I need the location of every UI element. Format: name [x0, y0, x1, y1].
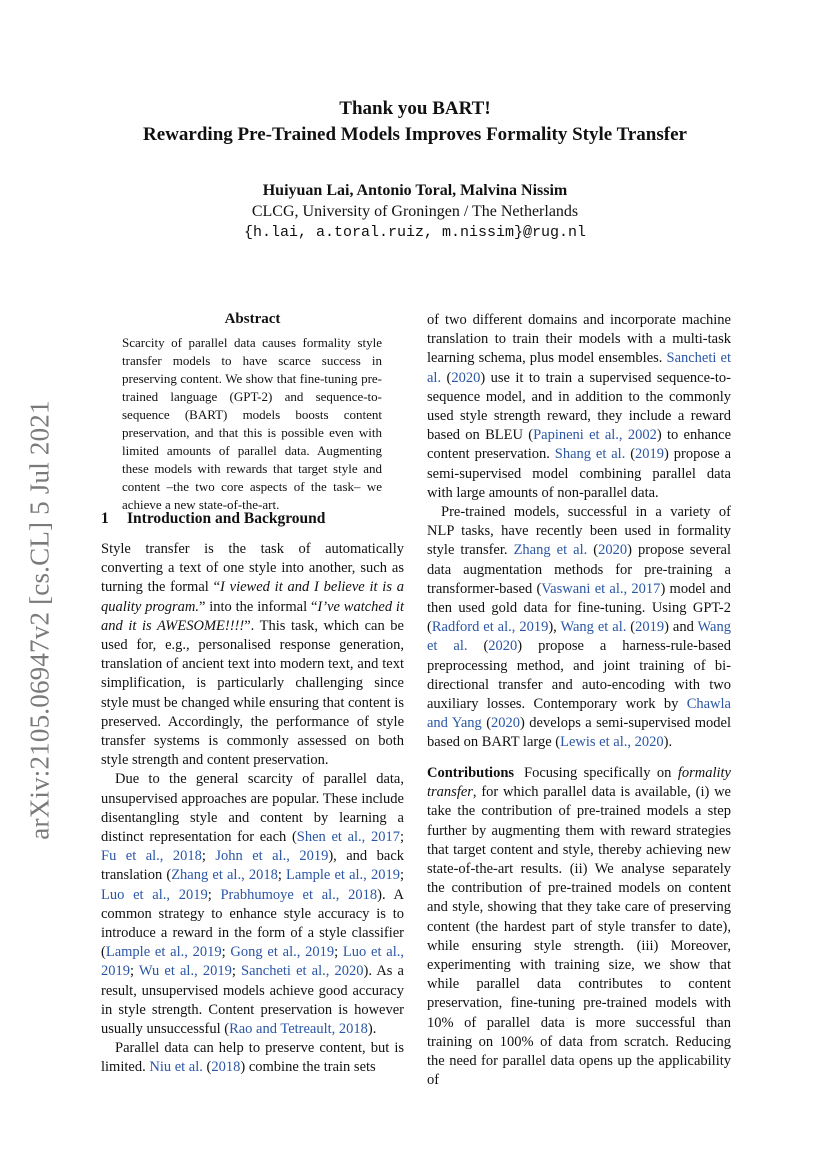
intro-paragraph-1: Style transfer is the task of automatically converting a text of one style into another, such as turning the formal “I viewed it and I believe it is a quality program.” into the informal “I’ve watched it and it is AWESOME!!!!”. This task, which can be used for, e.g., personalised response generation, translation of ancient text into modern text, and text simplification, is particularly challenging since style must be changed while ensuring that content is preserved. Accordingly, the performance of style transfer systems is commonly assessed on both style strength and content preservation. [101, 541, 404, 769]
author-names: Huiyuan Lai, Antonio Toral, Malvina Nissim [262, 182, 568, 199]
citation[interactable]: Sancheti et al., 2020 [241, 963, 364, 980]
citation-year[interactable]: 2020 [598, 542, 628, 559]
section-title: Introduction and Background [127, 510, 326, 527]
citation[interactable]: Shang et al. [554, 446, 626, 463]
citation[interactable]: Gong et al., 2019 [230, 944, 335, 961]
title-line-2: Rewarding Pre-Trained Models Improves Formality Style Transfer [143, 124, 687, 145]
left-column-text [101, 540, 404, 1078]
citation-year[interactable]: 2020 [488, 638, 518, 655]
citation[interactable]: Chawla and Yang [427, 696, 731, 732]
citation[interactable]: Luo et al., 2019 [101, 944, 404, 980]
citation[interactable]: Wu et al., 2019 [138, 963, 232, 980]
citation[interactable]: Zhang et al. [513, 542, 588, 559]
author-affiliation: CLCG, University of Groningen / The Netherlands [251, 203, 579, 220]
title-line-1: Thank you BART! [339, 98, 491, 119]
citation[interactable]: Wang et al. [427, 619, 731, 655]
citation[interactable]: Shen et al., 2017 [296, 829, 400, 846]
contributions-heading: Contributions [427, 765, 515, 781]
citation[interactable]: Prabhumoye et al., 2018 [220, 886, 378, 903]
citation[interactable]: Niu et al. [149, 1059, 203, 1076]
citation-year[interactable]: 2018 [211, 1059, 241, 1076]
intro-paragraph-2: Due to the general scarcity of parallel data, unsupervised approaches are popular. These include disentangling style and content by learning a distinct representation for each (Shen et al., 2017; Fu et al., 2018; John et al., 2019), and back translation (Zhang et al., 2018; Lample et al., 2019; Luo et al., 2019; Prabhumoye et al., 2018). A common strategy to enhance style accuracy is to introduce a reward in the form of a style classifier (Lample et al., 2019; Gong et al., 2019; Luo et al., 2019; Wu et al., 2019; Sancheti et al., 2020). As a result, unsupervised models achieve good accuracy in style strength. Content preservation is however usually unsuccessful (Rao and Tetreault, 2018). [101, 771, 405, 1038]
citation-year[interactable]: 2019 [635, 619, 665, 636]
arxiv-identifier [20, 380, 60, 860]
citation[interactable]: Vaswani et al., 2017 [541, 580, 661, 597]
citation[interactable]: Luo et al., 2019 [101, 886, 208, 903]
citation[interactable]: Fu et al., 2018 [101, 848, 202, 865]
citation-year[interactable]: 2020 [451, 369, 481, 386]
citation[interactable]: Rao and Tetreault, 2018 [229, 1021, 368, 1038]
citation[interactable]: Lample et al., 2019 [105, 944, 222, 961]
citation[interactable]: Zhang et al., 2018 [171, 867, 278, 884]
citation[interactable]: Lample et al., 2019 [286, 867, 400, 884]
abstract-body: Scarcity of parallel data causes formality style transfer models to have scarce success in preserving content. We show that fine-tuning pre-trained language (GPT-2) and sequence-to-sequence (BART) models boosts content preservation, and that this is possible even with limited amounts of parallel data. Augmenting these models with rewards that target style and content –the two core aspects of the task– we achieve a new state-of-the-art. [122, 335, 382, 512]
abstract-heading: Abstract [224, 311, 281, 327]
contributions-paragraph: Contributions Focusing specifically on formality transfer, for which parallel data is available, (i) we take the contribution of pre-trained models a step further by augmenting them with reward strategies that target content and style, thereby achieving new state-of-the-art results. (ii) We analyse separately the contribution of pre-trained models on content and style, showing that they take care of preserving content (the hardest part of style transfer to date), while ensuring style strength. (iii) Moreover, experimenting with training size, we show that while parallel data contributes to content preservation, fine-tuning pre-trained models with 10% of parallel data is more successful than training on 100% of data from scratch. Reducing the need for parallel data opens up the applicability of [427, 765, 731, 1089]
section-heading [101, 510, 325, 528]
right-paragraph-2: Pre-trained models, successful in a variety of NLP tasks, have recently been used in formality style transfer. Zhang et al. (2020) propose several data augmentation methods for pre-training a transformer-based (Vaswani et al., 2017) model and then used gold data for fine-tuning. Using GPT-2 (Radford et al., 2019), Wang et al. (2019) and Wang et al. (2020) propose a harness-rule-based preprocessing method, and joint training of bi-directional transfer and auto-encoding with two auxiliary losses. Contemporary work by Chawla and Yang (2020) develops a semi-supervised model based on BART large (Lewis et al., 2020). [427, 504, 731, 751]
paper-title [100, 96, 730, 148]
citation[interactable]: Wang et al. [560, 619, 627, 636]
author-email: {h.lai, a.toral.ruiz, m.nissim}@rug.nl [243, 224, 587, 241]
citation-year[interactable]: 2020 [491, 715, 521, 732]
citation[interactable]: Sancheti et al. [427, 350, 731, 386]
citation[interactable]: John et al., 2019 [215, 848, 329, 865]
author-block [100, 180, 730, 243]
arxiv-identifier-text: arXiv:2105.06947v2 [cs.CL] 5 Jul 2021 [24, 400, 55, 840]
citation-year[interactable]: 2019 [635, 446, 665, 463]
right-column-text [427, 311, 731, 753]
section-number: 1 [101, 510, 109, 527]
citation[interactable]: Radford et al., 2019 [431, 619, 549, 636]
intro-paragraph-3: Parallel data can help to preserve content, but is limited. Niu et al. (2018) combine the train sets [101, 1040, 404, 1076]
citation[interactable]: Lewis et al., 2020 [560, 734, 664, 751]
citation[interactable]: Papineni et al., 2002 [533, 427, 657, 444]
right-paragraph-1: of two different domains and incorporate machine translation to train their models with a multi-task learning schema, plus model ensembles. Sancheti et al. (2020) use it to train a supervised sequence-to-sequence model, and in addition to the commonly used style strength reward, they include a reward based on BLEU (Papineni et al., 2002) to enhance content preservation. Shang et al. (2019) propose a semi-supervised model combining parallel data with large amounts of non-parallel data. [427, 312, 732, 501]
